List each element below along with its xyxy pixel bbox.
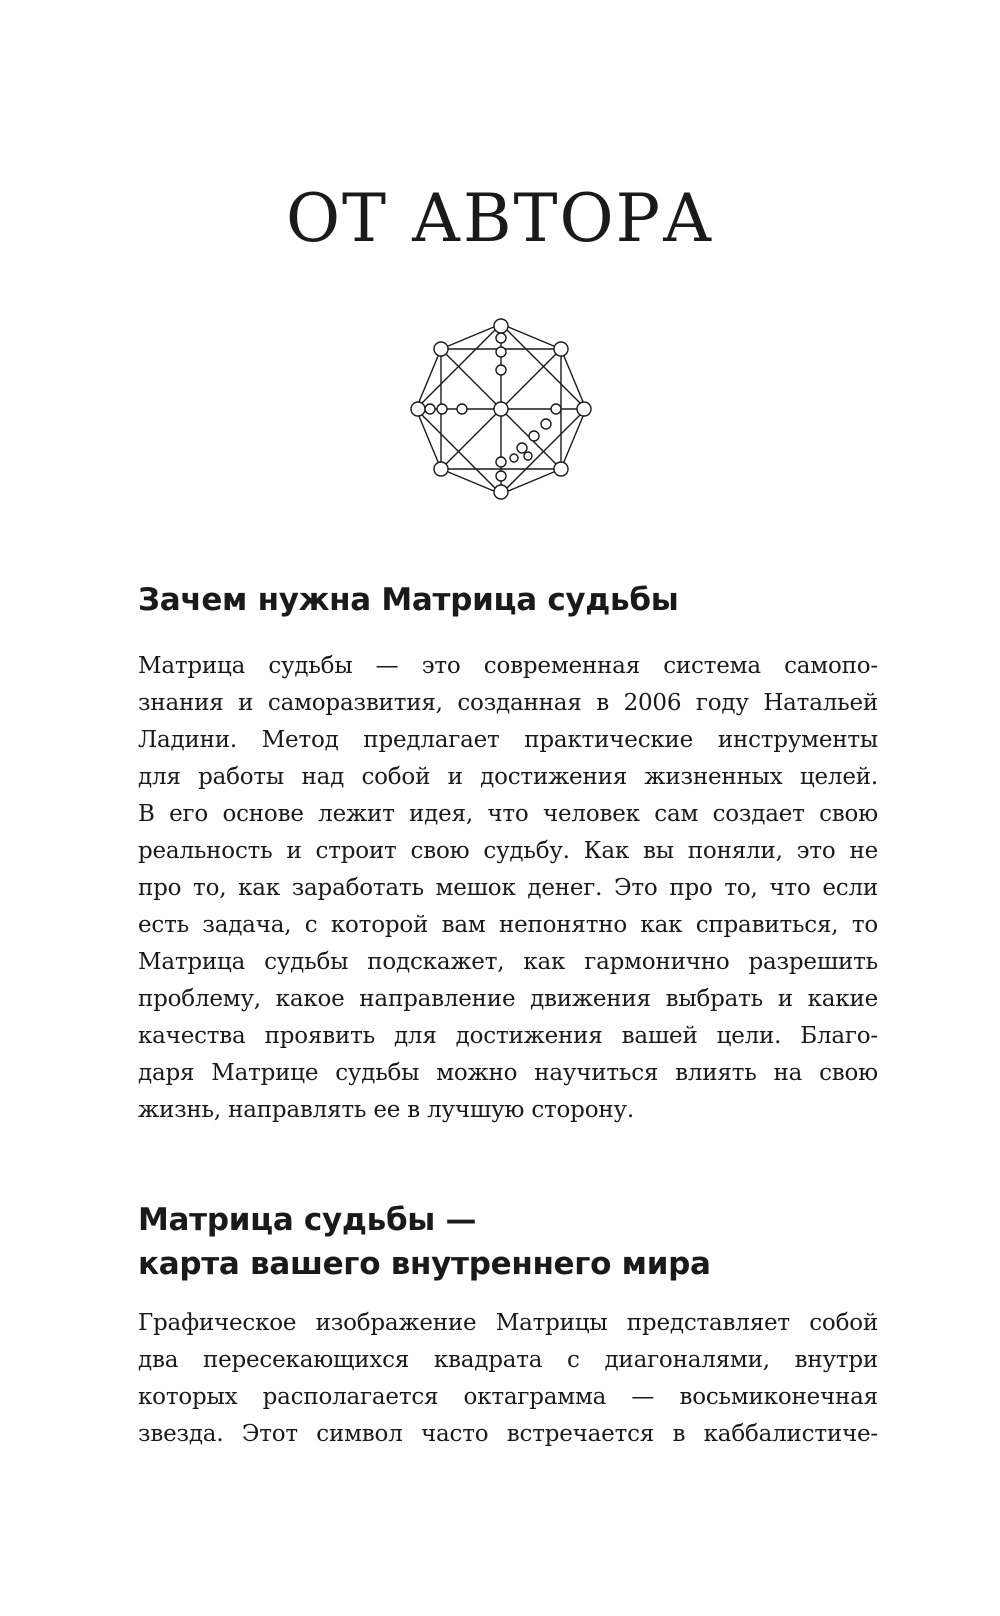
paragraph-line: которых располагается октаграмма — восьмиконечная (138, 1384, 878, 1410)
paragraph-line: Графическое изображение Матрицы представляет собой (138, 1310, 878, 1336)
paragraph-line: В его основе лежит идея, что человек сам создает свою (138, 801, 878, 827)
paragraph-line: два пересекающихся квадрата с диагоналями, внутри (138, 1347, 878, 1373)
octagon-matrix-emblem-icon (408, 316, 594, 502)
paragraph-line: реальность и строит свою судьбу. Как вы поняли, это не (138, 838, 878, 864)
section-heading-line: карта вашего внутреннего мира (138, 1246, 711, 1282)
paragraph-line: жизнь, направлять ее в лучшую сторону. (138, 1097, 634, 1123)
paragraph-line: даря Матрице судьбы можно научиться влиять на свою (138, 1060, 878, 1086)
paragraph-line: есть задача, с которой вам непонятно как справиться, то (138, 912, 878, 938)
paragraph-line: Матрица судьбы — это современная система самопо- (138, 653, 878, 679)
chapter-title: ОТ АВТОРА (285, 180, 715, 257)
paragraph-line: для работы над собой и достижения жизненных целей. (138, 764, 878, 790)
section-paragraph (138, 648, 878, 1129)
section-heading-line: Матрица судьбы — (138, 1202, 477, 1238)
paragraph-line: Матрица судьбы подскажет, как гармонично разрешить (138, 949, 878, 975)
paragraph-line: знания и саморазвития, созданная в 2006 году Натальей (138, 690, 878, 716)
section-paragraph (138, 1305, 878, 1453)
section-heading-line: Зачем нужна Матрица судьбы (138, 582, 679, 618)
section-heading (138, 578, 878, 622)
paragraph-line: звезда. Этот символ часто встречается в каббалистиче- (138, 1421, 878, 1447)
section-heading (138, 1198, 878, 1286)
paragraph-line: Ладини. Метод предлагает практические инструменты (138, 727, 878, 753)
paragraph-line: проблему, какое направление движения выбрать и какие (138, 986, 878, 1012)
paragraph-line: про то, как заработать мешок денег. Это про то, что если (138, 875, 878, 901)
paragraph-line: качества проявить для достижения вашей цели. Благо- (138, 1023, 878, 1049)
